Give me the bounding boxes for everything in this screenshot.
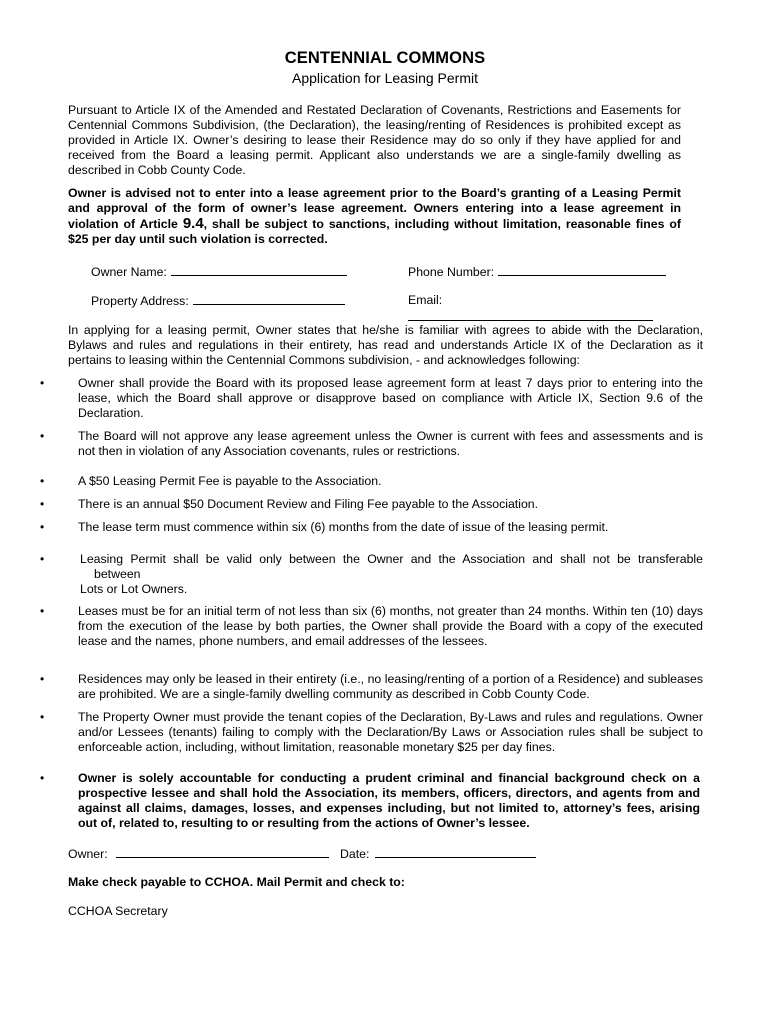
owner-signature-line[interactable] — [116, 846, 329, 858]
document-subtitle: Application for Leasing Permit — [292, 70, 478, 86]
bullet-marker: • — [40, 429, 45, 443]
bullet-marker: • — [40, 552, 45, 566]
bullet-item: Leases must be for an initial term of not less than six (6) months, not greater than 24 months. Within ten (10) days from the execution of the lease by both parties, the Owner shall provide the Board with a copy of the executed lease and the names, phone numbers, and email addresses of the lessees. — [78, 604, 703, 648]
phone-number-line[interactable] — [498, 264, 666, 276]
owner-name-line[interactable] — [171, 264, 347, 276]
bullet-item-continuation: Lots or Lot Owners. — [80, 582, 188, 596]
document-title: CENTENNIAL COMMONS — [284, 49, 486, 67]
owner-signature-label: Owner: — [68, 847, 108, 861]
intro-paragraph: Pursuant to Article IX of the Amended and Restated Declaration of Covenants, Restrictions and Easements for Centennial Commons Subdivision, (the Declaration), the leasing/renting of Residences is prohibited except as provided in Article IX. Owner’s desiring to lease their Residence may do so only if they have applied for and received from the Board a leasing permit. Applicant also understands we are a single-family dwelling as described in Cobb County Code. — [68, 103, 681, 177]
bullet-marker: • — [40, 497, 45, 511]
date-line[interactable] — [375, 846, 536, 858]
warning-text-part1: Owner is advised not to enter into a lease agreement prior to the Board’s granting of a Leasing Permit and approval of the form of owner’s lease agreement. Owners entering into a lease agreement in violation of Article — [68, 186, 681, 231]
bullet-marker: • — [40, 710, 45, 724]
property-address-label: Property Address: — [91, 294, 189, 308]
bullet-marker: • — [40, 520, 45, 534]
owner-signature-field[interactable] — [68, 846, 329, 862]
bullet-item: Owner shall provide the Board with its proposed lease agreement form at least 7 days prior to entering into the lease, which the Board shall approve or disapprove based on compliance with Article IX, Section 9.6 of the Declaration. — [78, 376, 703, 420]
warning-paragraph — [68, 186, 681, 247]
date-label: Date: — [340, 847, 370, 861]
date-field[interactable] — [340, 846, 536, 862]
applying-paragraph: In applying for a leasing permit, Owner states that he/she is familiar with agrees to abide with the Declaration, Bylaws and rules and regulations in their entirety, has read and understands Article IX of the Declaration as it pertains to leasing within the Centennial Commons subdivision, - and acknowledges following: — [68, 323, 703, 367]
bullet-item: The Property Owner must provide the tenant copies of the Declaration, By-Laws and rules and regulations. Owner and/or Lessees (tenants) failing to comply with the Declaration/By Laws or Association rules shall be subject to enforceable action, including, without limitation, reasonable monetary $25 per day fines. — [78, 710, 703, 754]
bullet-item: Residences may only be leased in their entirety (i.e., no leasing/renting of a portion of a Residence) and subleases are prohibited. We are a single-family dwelling community as described in Cobb County Code. — [78, 672, 703, 701]
bullet-item: A $50 Leasing Permit Fee is payable to the Association. — [78, 474, 382, 488]
phone-number-field[interactable] — [408, 264, 666, 280]
property-address-line[interactable] — [193, 293, 345, 305]
bullet-item: The lease term must commence within six (6) months from the date of issue of the leasing permit. — [78, 520, 609, 534]
bullet-marker: • — [40, 604, 45, 618]
bullet-item: Leasing Permit shall be valid only between the Owner and the Association and shall not be transferable — [80, 552, 703, 566]
bullet-marker: • — [40, 474, 45, 488]
bullet-marker: • — [40, 672, 45, 686]
bullet-item: The Board will not approve any lease agreement unless the Owner is current with fees and assessments and is not then in violation of any Association covenants, rules or restrictions. — [78, 429, 703, 458]
email-line[interactable] — [408, 320, 653, 321]
bullet-item: There is an annual $50 Document Review and Filing Fee payable to the Association. — [78, 497, 539, 511]
bullet-item: Owner is solely accountable for conducting a prudent criminal and financial background check on a prospective lessee and shall hold the Association, its members, officers, directors, and agents from and against all claims, damages, losses, and expenses including, but not limited to, attorney’s fees, arising out of, related to, resulting to or resulting from the actions of Owner’s lessee. — [78, 771, 700, 830]
bullet-item-continuation: between — [94, 567, 141, 581]
warning-text-part2: , shall be subject to sanctions, including without limitation, reasonable fines of $25 per day until such violation is corrected. — [68, 217, 681, 246]
phone-number-label: Phone Number: — [408, 265, 495, 279]
property-address-field[interactable] — [91, 293, 345, 309]
owner-name-field[interactable] — [91, 264, 347, 280]
article-number: 9.4 — [182, 215, 204, 232]
email-label: Email: — [408, 293, 443, 307]
mail-instruction: Make check payable to CCHOA. Mail Permit and check to: — [68, 875, 405, 889]
owner-name-label: Owner Name: — [91, 265, 167, 279]
email-field[interactable] — [408, 293, 442, 308]
bullet-marker: • — [40, 771, 45, 785]
recipient-name: CCHOA Secretary — [68, 904, 168, 918]
bullet-marker: • — [40, 376, 45, 390]
